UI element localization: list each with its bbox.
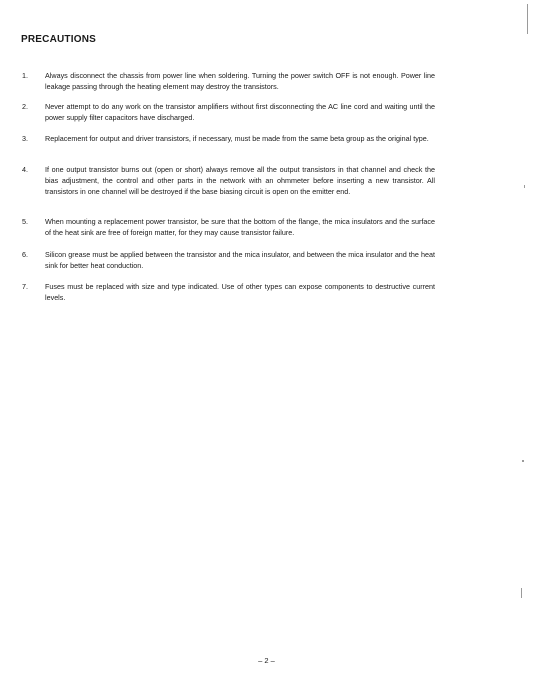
item-number: 7. [22, 282, 28, 291]
item-number: 5. [22, 217, 28, 226]
item-number: 3. [22, 134, 28, 143]
item-number: 2. [22, 102, 28, 111]
item-number: 1. [22, 71, 28, 80]
item-text: Replacement for output and driver transistors, if necessary, must be made from the same beta group as the original type. [45, 134, 429, 143]
scan-edge-mark [521, 588, 522, 598]
scan-speck [524, 185, 525, 188]
item-text: If one output transistor burns out (open or short) always remove all the output transistors in that channel and check the bias adjustment, the control and other parts in the network with an ohmmeter before inserting a new transistor. All transistors in one channel will be destroyed if the base biasing circuit is open on the emitter end. [45, 165, 435, 196]
scan-speck [522, 460, 524, 462]
page-number: – 2 – [258, 656, 275, 665]
item-text: Never attempt to do any work on the transistor amplifiers without first disconnecting the AC line cord and waiting until the power supply filter capacitors have discharged. [45, 102, 435, 122]
item-text: Fuses must be replaced with size and type indicated. Use of other types can expose components to destructive current levels. [45, 282, 435, 302]
scan-edge-mark [527, 4, 528, 34]
item-text: When mounting a replacement power transistor, be sure that the bottom of the flange, the mica insulators and the surface of the heat sink are free of foreign matter, for they may cause transistor failure. [45, 217, 435, 237]
item-number: 6. [22, 250, 28, 259]
item-number: 4. [22, 165, 28, 174]
item-text: Always disconnect the chassis from power line when soldering. Turning the power switch OFF is not enough. Power line leakage passing through the heating element may destroy the transistors. [45, 71, 435, 91]
item-text: Silicon grease must be applied between the transistor and the mica insulator, and between the mica insulator and the heat sink for better heat conduction. [45, 250, 435, 270]
page-title: PRECAUTIONS [21, 34, 96, 45]
